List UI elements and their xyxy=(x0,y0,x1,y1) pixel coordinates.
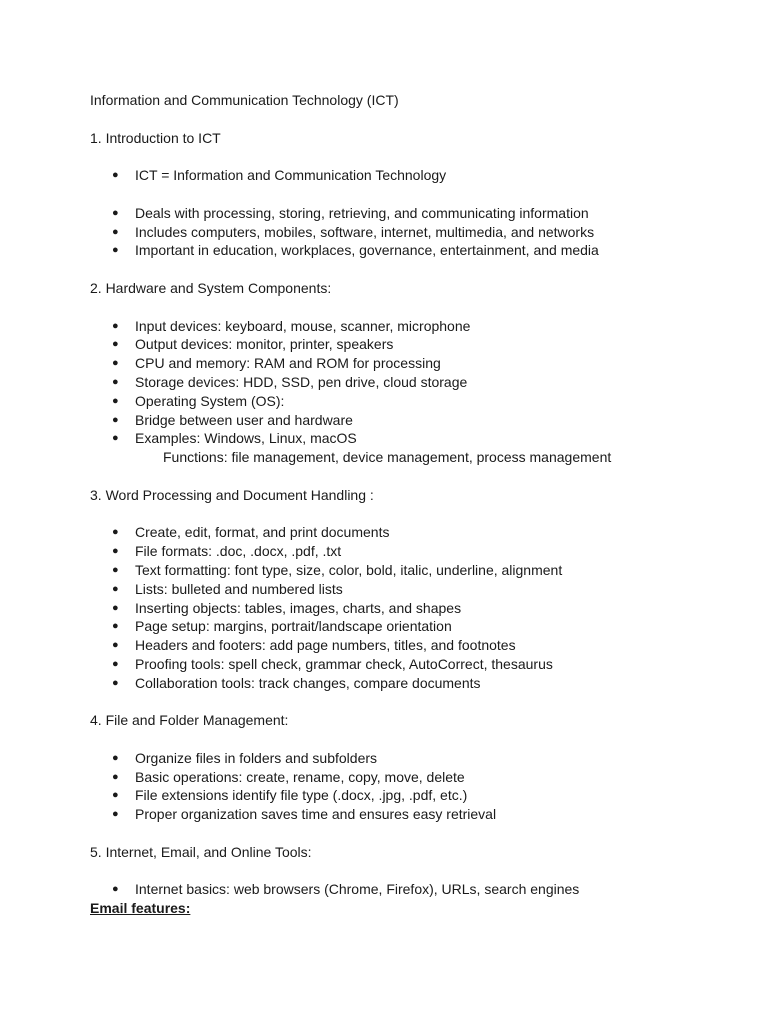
list-item: ● Inserting objects: tables, images, charts, and shapes xyxy=(112,599,462,616)
list-item: ● Create, edit, format, and print documents xyxy=(112,524,390,541)
bullet-icon: ● xyxy=(112,657,119,670)
bullet-icon: ● xyxy=(112,526,119,539)
section-heading: 1. Introduction to ICT xyxy=(90,129,221,146)
list-item: ● Collaboration tools: track changes, compare documents xyxy=(112,674,481,691)
document-page xyxy=(90,91,730,918)
bullet-icon: ● xyxy=(112,545,119,558)
bullet-icon: ● xyxy=(112,357,119,370)
bullet-icon: ● xyxy=(112,808,119,821)
section-heading: 5. Internet, Email, and Online Tools: xyxy=(90,843,312,860)
list-item: ● Important in education, workplaces, governance, entertainment, and media xyxy=(112,242,599,259)
bullet-icon: ● xyxy=(112,244,119,257)
bullet-icon: ● xyxy=(112,319,119,332)
list-item: ● File extensions identify file type (.docx, .jpg, .pdf, etc.) xyxy=(112,787,468,804)
document-title: Information and Communication Technology (ICT) xyxy=(90,92,399,108)
bullet-icon: ● xyxy=(112,206,119,219)
bullet-icon: ● xyxy=(112,563,119,576)
section-heading: 4. File and Folder Management: xyxy=(90,712,289,729)
list-item: ● Lists: bulleted and numbered lists xyxy=(112,580,343,597)
list-item: ● Organize files in folders and subfolders xyxy=(112,749,378,766)
list-item: ● Text formatting: font type, size, color, bold, italic, underline, alignment xyxy=(112,561,563,578)
list-item: ● File formats: .doc, .docx, .pdf, .txt xyxy=(112,543,342,560)
list-subline: Functions: file management, device management, process management xyxy=(163,449,612,466)
bullet-icon: ● xyxy=(112,394,119,407)
list-item: ● Basic operations: create, rename, copy, move, delete xyxy=(112,768,465,785)
list-item: ● Proofing tools: spell check, grammar check, AutoCorrect, thesaurus xyxy=(112,655,553,672)
email-features-heading: Email features: xyxy=(90,900,191,917)
section-heading: 3. Word Processing and Document Handling : xyxy=(90,486,374,503)
bullet-icon: ● xyxy=(112,169,119,182)
list-item: ● Bridge between user and hardware xyxy=(112,411,353,428)
list-item: ● Includes computers, mobiles, software, internet, multimedia, and networks xyxy=(112,223,595,240)
list-item: ● Headers and footers: add page numbers, titles, and footnotes xyxy=(112,637,516,654)
bullet-icon: ● xyxy=(112,413,119,426)
bullet-icon: ● xyxy=(112,582,119,595)
list-item: ● Output devices: monitor, printer, speakers xyxy=(112,336,394,353)
bullet-icon: ● xyxy=(112,375,119,388)
list-item: ● Examples: Windows, Linux, macOS xyxy=(112,430,357,447)
list-item: ● Deals with processing, storing, retrieving, and communicating information xyxy=(112,204,589,221)
bullet-icon: ● xyxy=(112,338,119,351)
bullet-icon: ● xyxy=(112,639,119,652)
bullet-icon: ● xyxy=(112,883,119,896)
list-item: ● ICT = Information and Communication Technology xyxy=(112,167,447,184)
list-item: ● Operating System (OS): xyxy=(112,392,285,409)
section-heading: 2. Hardware and System Components: xyxy=(90,279,332,296)
bullet-icon: ● xyxy=(112,751,119,764)
list-item: ● Proper organization saves time and ensures easy retrieval xyxy=(112,806,497,823)
bullet-icon: ● xyxy=(112,620,119,633)
bullet-icon: ● xyxy=(112,770,119,783)
list-item: ● Page setup: margins, portrait/landscape orientation xyxy=(112,618,452,635)
bullet-icon: ● xyxy=(112,789,119,802)
bullet-icon: ● xyxy=(112,225,119,238)
list-item: ● Internet basics: web browsers (Chrome, Firefox), URLs, search engines xyxy=(112,881,580,898)
bullet-icon: ● xyxy=(112,601,119,614)
list-item: ● Input devices: keyboard, mouse, scanner, microphone xyxy=(112,317,471,334)
bullet-icon: ● xyxy=(112,676,119,689)
list-item: ● Storage devices: HDD, SSD, pen drive, cloud storage xyxy=(112,373,468,390)
bullet-icon: ● xyxy=(112,432,119,445)
list-item: ● CPU and memory: RAM and ROM for processing xyxy=(112,355,441,372)
